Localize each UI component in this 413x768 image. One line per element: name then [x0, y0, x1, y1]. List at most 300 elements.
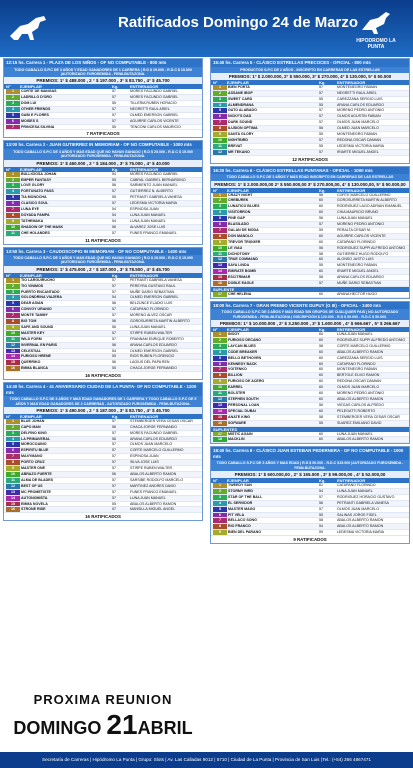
horse-name: EMPER FANTASY	[21, 177, 52, 182]
weight: 55	[112, 354, 116, 359]
horse-name: EMIRATE BOMB	[228, 269, 256, 274]
horse-name: CHE HELENA	[228, 292, 252, 296]
race-card	[210, 301, 410, 444]
trainer: GUTIERREZ HUGO RODOLFO	[337, 251, 389, 256]
trainer: FUNES FRANCO EMANUEL	[130, 489, 177, 494]
horse-name: PRINCESA SILVINA	[21, 124, 55, 129]
column-header-trainer: ENTRENADOR	[337, 327, 366, 333]
post-number: 4	[6, 295, 20, 300]
post-number: 9	[213, 240, 227, 245]
trainer: LEDESMA VICTORIA MARIA	[337, 530, 385, 535]
horse-name: VISITORRON	[228, 210, 251, 215]
horse-name: BREVAT	[228, 143, 243, 148]
post-number: 8	[213, 373, 227, 378]
horse-name: SOFWARE	[228, 420, 247, 425]
weight: 54	[112, 171, 116, 176]
weight: 55	[112, 366, 116, 371]
weight: 54	[112, 348, 116, 353]
post-number: 1	[213, 332, 227, 337]
trainer: IRIARTE MIGUEL ANGEL	[337, 269, 379, 274]
horse-name: BELLO BETHOVEN	[228, 355, 262, 360]
trainer: CHACA JORGE FERNANDO	[130, 424, 177, 429]
trainer: LEDESMA VICTORIA MARIA	[130, 201, 178, 206]
post-number: 13	[6, 349, 20, 354]
horse-name: DICHOTOMY	[228, 251, 250, 256]
post-number: 2	[6, 425, 20, 430]
trainer: ALVAREZ JOSE LUIS	[130, 224, 166, 229]
post-number: 10	[213, 385, 227, 390]
trainer: CHACA JORGE FERNANDO	[130, 366, 177, 371]
weight: 60	[319, 437, 323, 442]
post-number: 12	[6, 343, 20, 348]
weight: 60	[319, 269, 323, 274]
post-number: 11	[213, 144, 227, 149]
post-number: 3	[6, 183, 20, 188]
footer: Secretaría de Carreras | Hipódromo La Punta | Grupo: Slots | Av. Las Calladas 9012 | 5710 | Ciudad de La Punta | Provincia de San Luis (Tel.: (+54) 266 4867471	[0, 752, 413, 768]
race-conditions: TODO CABALLO S.P.C DE 3 AÑOS Y MÁS EDAD INSCRIPTO EN CARRERAS DE LAS ESTRELLAS	[211, 174, 409, 180]
post-number: 2	[213, 338, 227, 343]
race-prizes: PREMIOS: 1° $ 600.000,00 , 2° $ 155.000 , 3° $ 99.000,00 , 4° $ 52.000,00	[211, 471, 409, 478]
weight: 56	[112, 471, 116, 476]
next-meeting-date: DOMINGO 21ABRIL	[13, 709, 193, 740]
trainer: SALINAS JORGE FIDEL	[337, 512, 377, 517]
horse-name: VOITENKO	[228, 367, 247, 372]
trainer: ESPINOSA JUAN	[130, 454, 159, 459]
horse-name: MACKLIN	[228, 437, 245, 442]
weight: 57	[112, 495, 116, 500]
ratified-count: 16 RATIFICADOS	[85, 373, 121, 379]
weight: 55	[112, 124, 116, 129]
weight: 59	[319, 530, 323, 535]
horse-name: DOYADA PAMPA	[21, 212, 50, 217]
trainer: MORENO ALVEZ OSCAR	[130, 313, 172, 318]
weight: 57	[112, 95, 116, 100]
horse-name: SAFE AND SOUND	[21, 324, 54, 329]
column-header-trainer: ENTRENADOR	[130, 272, 159, 278]
post-number: 5	[6, 113, 20, 118]
horse-name: INVERNAL EN PARIS	[21, 342, 58, 347]
horse-name: ALMA DE BLADES	[21, 477, 54, 482]
post-number: 4	[6, 189, 20, 194]
weight: 55	[112, 177, 116, 182]
horse-name: NIGHTBIRD	[228, 137, 248, 142]
post-number: 14	[6, 496, 20, 501]
horse-name: OTHER FRIENDS	[21, 106, 51, 111]
horse-name: MAXYMANO	[21, 454, 43, 459]
race-heading: 15:40 hs. Carrera 5 - CLÁSICO ESTRELLAS PRECOCES - OFICIAL - 800 mts	[211, 59, 409, 67]
post-number: 18	[213, 437, 227, 442]
horse-name: BULLICIOSA JOHAN	[21, 171, 57, 176]
weight: 57	[112, 277, 116, 282]
trainer: ABALOS ALBERTO RAMON	[337, 397, 384, 401]
post-number: 5	[213, 108, 227, 113]
horse-name: DOBLE EAGLE	[228, 281, 254, 286]
weight: 57	[112, 477, 116, 482]
post-number: 10	[6, 331, 20, 336]
weight: 55	[112, 100, 116, 105]
horse-name: CLASICO SOUL	[21, 201, 49, 206]
weight: 60	[319, 292, 323, 296]
column-header-name: EJEMPLAR	[20, 272, 42, 278]
hipodromo-logo: HIPODROMO LA PUNTA	[351, 6, 401, 52]
column-header-kg: Kg.	[319, 187, 326, 193]
ratified-count: 16 RATIFICADOS	[85, 514, 121, 520]
horse-name: ESPIRITU BLUE	[21, 448, 49, 453]
horse-name: ILUSION OPTIMA	[228, 126, 258, 131]
post-number: 8	[6, 319, 20, 324]
weight: 57	[319, 90, 323, 95]
trainer: OLMED JUAN MARCELO	[337, 126, 379, 131]
horse-name: LAYCAN BLUES	[228, 343, 256, 348]
horse-name: BELLACO SONG	[228, 518, 257, 523]
race-heading: 18:40 hs. Carrera 8 - CLÁSICO JUAN ESTEBAN PEDERNERA - OF NO COMPUTABLE - 1000 mts	[211, 447, 409, 460]
post-number: 3	[213, 344, 227, 349]
trainer: OLMOS JUAN MARCELO	[130, 442, 173, 447]
post-number: 14	[213, 409, 227, 414]
post-number: 16	[213, 421, 227, 426]
weight: 54	[112, 207, 116, 212]
post-number: 1	[213, 85, 227, 90]
post-number: 6	[6, 448, 20, 453]
trainer: CATAPANO FLORINDO	[337, 361, 376, 366]
weight: 60	[319, 210, 323, 215]
trainer: OLMED EMERSON GABRIEL	[130, 348, 179, 353]
post-number: 7	[213, 367, 227, 372]
post-number: 8	[213, 524, 227, 529]
post-number: 3	[213, 204, 227, 209]
weight: 61	[319, 482, 323, 487]
column-header-kg: Kg.	[112, 166, 119, 172]
horse-name: GOLONDRINA VIAJERA	[21, 295, 62, 300]
trainer: LUNA JUAN MANUEL	[337, 332, 373, 337]
horse-name: NICKY'S DAD	[228, 114, 252, 119]
trainer: FUNES FRANCO EMANUEL	[130, 230, 177, 235]
horse-name: INOOY	[228, 332, 240, 337]
trainer: MONTENEGRO FABIAN	[337, 263, 377, 268]
weight: 60	[319, 397, 323, 401]
post-number: 5	[6, 301, 20, 306]
horse-name: EMMA BLANCA	[21, 366, 49, 371]
post-number: 12	[213, 150, 227, 155]
horse-name: STAR OF THE BALL	[228, 494, 263, 499]
horse-name: BILLION	[228, 373, 243, 378]
trainer: VIEGAS CARLOS ALFREDO	[337, 402, 384, 407]
weight: 58	[319, 275, 323, 280]
ratified-count: 12 RATIFICADOS	[292, 156, 328, 162]
race-conditions: TODO CABALLO S.P.C DE 3 AÑOS Y MAS EDAD GANADORES DE 1 CARRERA Y TODO CABALLO S.P.C DE 5 AÑOS Y MAS EDAD GANADORES DE 2 CARRERAS - AUTORIZADO FUROSEMIDA - FENILBUTAZONA.	[4, 396, 202, 407]
horse-name: FURIOSO HRENE	[21, 354, 51, 359]
race-prizes: PREMIOS: 1° $ 460.000 , 2 ° $ 184.000 , 3° $ 75.000 , 4° $ 40.000	[4, 160, 202, 167]
horse-name: BLASILADO	[228, 222, 249, 227]
horse-name: ALMENDRANA	[228, 102, 254, 107]
weight: 57	[112, 483, 116, 488]
trainer: MORES FACUNDO GABRIEL	[130, 95, 179, 100]
horse-name: PORTO CRUZ	[21, 460, 45, 465]
weight: 57	[112, 289, 116, 294]
post-number: 16	[6, 366, 20, 371]
weight: 58	[319, 414, 323, 419]
horse-name: EARREL	[228, 385, 243, 390]
column-header-n: N°	[213, 327, 218, 333]
weight: 54	[112, 212, 116, 217]
post-number: 5	[213, 507, 227, 512]
weight: 57	[112, 313, 116, 318]
weight: 60	[319, 337, 323, 342]
post-number: 17	[213, 432, 227, 437]
race-conditions: TODO CABALLO S.P.C DE 3 AÑOS Y MAS EDAD | R.D $ 50.000 - R.D.C $15.000 |AUTORIZADO FUROSEMIDA - FENILBUTAZONA.	[211, 460, 409, 471]
column-header-n: N°	[6, 166, 11, 172]
post-number: 6	[213, 114, 227, 119]
trainer: SARSIBE RODOLFO MARCELO	[130, 477, 184, 482]
post-number: 8	[213, 126, 227, 131]
trainer: PETRANTI GABRIELA VANESA	[130, 195, 182, 200]
horse-name: PIT VELA	[228, 512, 245, 517]
post-number: 12	[213, 257, 227, 262]
trainer: LUNA JUAN MANUEL	[337, 216, 373, 221]
column-header-name: EJEMPLAR	[227, 187, 249, 193]
post-number: 1	[213, 193, 227, 198]
trainer: ABALOS ALBERTO RAMON	[337, 349, 384, 354]
weight: 54	[112, 218, 116, 223]
weight: 57	[112, 283, 116, 288]
trainer: CATAPANO FLORINDO	[130, 307, 169, 312]
post-number: 7	[6, 313, 20, 318]
weight: 60	[319, 408, 323, 413]
race-card	[3, 58, 203, 138]
weight: 55	[319, 263, 323, 268]
trainer: CAREZZANA SERGIO LUIS	[337, 96, 383, 101]
trainer: TENCONI CARLOS MAURICIO	[130, 124, 181, 129]
horse-name: TIA MONOCHA	[21, 195, 47, 200]
weight: 58	[319, 251, 323, 256]
post-number: 7	[6, 125, 20, 130]
post-number: 9	[213, 379, 227, 384]
race-heading: 13:00 hs. Carrera 2 - JUAN GUTIERREZ IN MEMORIAM - OF NO COMPUTABLE - 1000 mts	[4, 141, 202, 149]
column-header-n: N°	[6, 272, 11, 278]
trainer: TILLERIA RUBEN HORACIO	[130, 100, 177, 105]
post-number: 8	[213, 234, 227, 239]
trainer: MONTENEGRO FABIAN	[337, 367, 377, 372]
post-number: 17	[213, 292, 227, 297]
column-header-trainer: ENTRENADOR	[337, 477, 366, 483]
trainer: ALONSO JUSTO LUIS	[337, 257, 374, 262]
weight: 60	[319, 332, 323, 337]
race-conditions: TODO CABALLO S.P.C DE 3 AÑOS Y EDAD GANADORES DE 1 CARRERA | R.D $ 25.000 - R.D.C $ 15.000 |AUTORIZADO FUROSEMIDA - FENILBUTAZONA.	[4, 67, 202, 78]
race-heading: 16:20 hs. Carrera 6 - CLÁSICO ESTRELLAS PUNTANAS - OFICIAL - 1000 mts	[211, 167, 409, 175]
trainer: ABALOS ALBERTO RAMON	[130, 471, 177, 476]
trainer: CABRAL GABRIEL BERNARDINO	[130, 177, 186, 182]
trainer: MARTINEZ ANDRES DAVID	[130, 483, 176, 488]
page-title: Ratificados Domingo 24 de Marzo	[118, 14, 359, 31]
trainer: LUNA JUAN MANUEL	[337, 488, 373, 493]
trainer: ABALOS ALBERTO RAMON	[337, 524, 384, 529]
horse-name: TRUE COMMAND	[228, 257, 258, 262]
horse-name: FURIOSO DECANO	[228, 337, 261, 342]
trainer: STEMBERGER VERA CESAR OSCAR	[337, 414, 400, 419]
horse-name: STORMY BIRD	[228, 488, 254, 493]
weight: 57	[112, 489, 116, 494]
horse-name: FORTUNATO PASS	[21, 189, 54, 194]
column-header-name: EJEMPLAR	[227, 327, 249, 333]
weight: 57	[319, 222, 323, 227]
weight: 57	[112, 89, 116, 94]
weight: 56	[112, 360, 116, 365]
horse-name: GABI E FLORES	[21, 112, 49, 117]
race-prizes: PREMIOS: 1° $ 2.000.000,00 2° $ 550.000,00 3° $ 270.000,00, 4° $ 130.000,00, 5° $ 50.000,00	[211, 181, 409, 188]
trainer: MUÑE DARIO SEBASTIAN	[337, 281, 382, 286]
column-header-trainer: ENTRENADOR	[337, 79, 366, 85]
post-number: 12	[6, 484, 20, 489]
horse-name: LUNATICO BLUES	[228, 204, 260, 209]
trainer: GOROSURRETA MARTIN ALBERTO	[130, 319, 190, 324]
logo-horse-icon	[356, 6, 396, 36]
weight: 60	[319, 204, 323, 209]
horse-name: LA PRIMAVERAL	[21, 436, 51, 441]
trainer: LUNA JUAN MANUEL	[337, 431, 373, 436]
weight: 57	[112, 112, 116, 117]
column-header-trainer: ENTRENADOR	[130, 166, 159, 172]
trainer: MORENO PEDRO ANTONIO	[337, 391, 385, 396]
horse-name: CORTE DE MANGAS	[21, 89, 57, 94]
column-header-kg: Kg.	[319, 79, 326, 85]
weight: 55	[319, 143, 323, 148]
horse-name: SPECIAL DUBAI	[228, 408, 256, 413]
post-number: 4	[213, 103, 227, 108]
trainer: STEMBERGER VERA CESAR OSCAR	[130, 418, 193, 423]
trainer: LAGIUS DEL PAPA REN	[130, 360, 170, 365]
post-number: 6	[213, 362, 227, 367]
horse-name: SHADOW OF THE MASK	[21, 224, 64, 229]
weight: 60	[319, 257, 323, 262]
weight: 60	[319, 198, 323, 203]
horse-name: TWEEDY SUN	[228, 482, 252, 487]
horse-name: BOLSTER	[228, 391, 246, 396]
trainer: CORTE MARCELO GUILLERMO	[337, 343, 391, 348]
weight: 57	[319, 108, 323, 113]
race-conditions: TODO CABALLO S.P.C DE 3 AÑOS Y MÁS EDAD SIN GRUPOS DE CUALQUIER PAIS | NO AUTORIZADO FUROSEMIDA - FENILBUTAZONA | INSCRIPCIÓN $ 120.000 - R.D $ 50.000 - R.D.C $ 50.000.	[211, 309, 409, 320]
column-header-name: EJEMPLAR	[20, 413, 42, 419]
post-number: 11	[6, 231, 20, 236]
post-number: 10	[6, 225, 20, 230]
trainer: OLMOS JUAN MARCELO	[337, 385, 380, 390]
horse-name: DARK SOUND	[228, 120, 253, 125]
horse-name: CRAZY NIGHT	[228, 192, 253, 197]
weight: 57	[112, 454, 116, 459]
horse-name: CHEBUREK	[228, 198, 249, 203]
column-header-name: EJEMPLAR	[227, 79, 249, 85]
trainer: OLMED EMERSON GABRIEL	[130, 295, 179, 300]
race-prizes: PREMIOS: 1° $ 490.000 , 2 ° $ 187.000 , 3° $ 83.750 , 4° $ 45.700	[4, 407, 202, 414]
weight: 55	[112, 501, 116, 506]
post-number: 3	[6, 101, 20, 106]
horse-name: QUERRIKO	[21, 360, 41, 365]
race-prizes: PREMIOS: 1° $ 10.000.000 , 2° $ 3.250.000 , 3° $ 1.600.000 , 4° $ 666.667 , 5° $ 266.667	[211, 320, 409, 327]
trainer: OLMOS JUAN MARCELO	[337, 506, 380, 511]
race-heading: 13:50 hs. Carrera 3 - CAUDOSCOPIO IN MEMORIAM - OF NO COMPUTABLE - 1400 mts	[4, 248, 202, 256]
weight: 57	[319, 149, 323, 154]
weight: 55	[319, 102, 323, 107]
post-number: 10	[213, 138, 227, 143]
race-prizes: PREMIOS: 1° $ 2.000.000, 2° $ 550.000, 3° $ 270.000, 4° $ 130.000, 5° $ 50.000	[211, 73, 409, 80]
post-number: 14	[213, 269, 227, 274]
weight: 57	[112, 442, 116, 447]
horse-name: BEST OF US	[21, 483, 43, 488]
weight: 57	[112, 201, 116, 206]
weight: 60	[319, 233, 323, 238]
horse-name: TIO LARGUIRUCHO	[21, 277, 55, 282]
trainer: STIRPE RUBEN WALTER	[130, 466, 173, 471]
horse-name: TATHEMAKA	[21, 218, 44, 223]
trainer: ABALOS ALBERTO RAMON	[130, 501, 177, 506]
trainer: PETRANTI GABRIELA VANESA	[337, 500, 389, 505]
post-number: 3	[213, 97, 227, 102]
post-number: 1	[6, 419, 20, 424]
race-card	[3, 382, 203, 521]
race-heading: 12:15 hs. Carrera 1 - PLAZA DE LOS NIÑOS - OF NO COMPUTABLE - 800 mts	[4, 59, 202, 67]
table-row	[211, 437, 409, 443]
trainer: FRANNAM ENRIQUE ROBERTO	[130, 336, 184, 341]
trainer: REDONA OSCAR DAMIAN	[337, 137, 381, 142]
weight: 54	[112, 295, 116, 300]
post-number: 5	[6, 442, 20, 447]
weight: 54	[319, 524, 323, 529]
post-number: 15	[213, 415, 227, 420]
horse-name: MC PROMETISTE	[21, 489, 51, 494]
weight: 60	[319, 391, 323, 396]
horse-name: MASTER KEY	[21, 330, 45, 335]
ratified-count: 9 RATIFICADOS	[293, 537, 327, 543]
race-heading: 18:00 hs. Carrera 7 - GRAN PREMIO VICENTE DUPUY (G III) - OFICIAL - 2400 mts	[211, 302, 409, 310]
horse-name: MISTIC AGAIN	[228, 431, 253, 436]
post-number: 11	[6, 337, 20, 342]
post-number: 5	[213, 216, 227, 221]
post-number: 8	[6, 213, 20, 218]
trainer: GOROSURRETA MARTIN ALBERTO	[337, 198, 397, 203]
post-number: 9	[6, 219, 20, 224]
horse-name: PERSONAL LOAN	[228, 402, 260, 407]
trainer: ARANA CARLOS EDUARDO	[337, 275, 384, 280]
weight: 58	[319, 192, 323, 197]
weight: 57	[112, 466, 116, 471]
weight: 56	[319, 126, 323, 131]
post-number: 1	[6, 172, 20, 177]
next-meeting	[3, 692, 203, 741]
race-prizes: PREMIOS: 1° $ 475.000 , 2 ° $ 187.000 , 3° $ 78.500 , 4° $ 45.700	[4, 266, 202, 273]
race-prizes: PREMIOS: 1° $ 488.000 , 2 ° $ 197.000 , 3° $ 83.750 , 4° $ 45.700	[4, 77, 202, 84]
horse-name: DEAR ASIAN	[21, 301, 44, 306]
weight: 60	[319, 431, 323, 436]
post-number: 9	[6, 325, 20, 330]
post-number: 4	[213, 501, 227, 506]
horse-name: CONVOY URANIO	[21, 307, 52, 312]
column-header-name: EJEMPLAR	[20, 84, 42, 90]
column-header-name: EJEMPLAR	[227, 477, 249, 483]
trainer: MORENO PEDRO ANTONIO	[337, 222, 385, 227]
weight: 58	[319, 343, 323, 348]
race-card	[210, 446, 410, 544]
horse-name: MASTER MAGO	[228, 506, 256, 511]
post-number: 7	[213, 228, 227, 233]
post-number: 4	[6, 437, 20, 442]
horse-name: MOROCOAINO	[21, 442, 47, 447]
post-number: 7	[213, 518, 227, 523]
trainer: BELZUNCE ELADIO LUIS	[130, 301, 173, 306]
post-number: 6	[213, 513, 227, 518]
post-number: 2	[213, 198, 227, 203]
horse-name: WILD FORM	[21, 336, 42, 341]
horse-name: MOISES S	[21, 118, 39, 123]
weight: 56	[319, 402, 323, 407]
